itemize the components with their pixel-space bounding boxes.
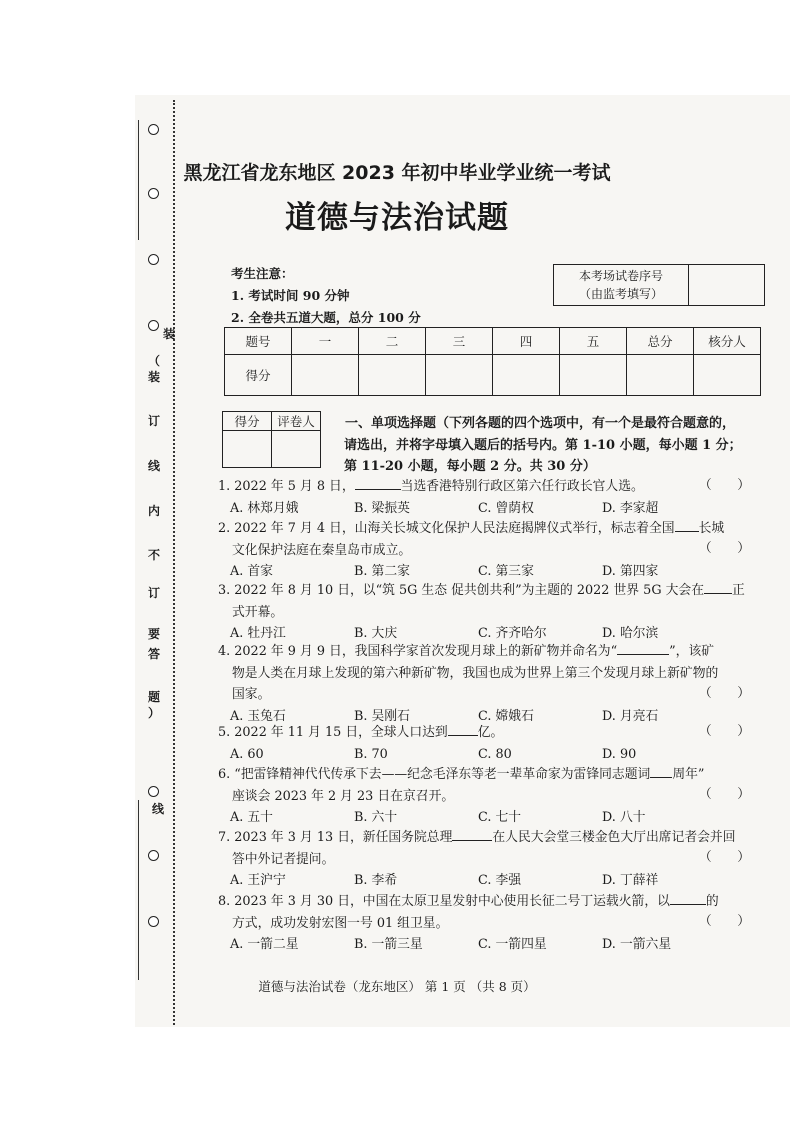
option[interactable]: C. 嫦娥石 [478,708,534,724]
question-stem-cont: 文化保护法庭在秦皇岛市成立。 [232,542,412,558]
option[interactable]: D. 丁薛祥 [602,873,659,888]
answer-blank[interactable] [650,763,672,778]
answer-paren[interactable]: （ ） [698,478,750,493]
option[interactable]: A. 五十 [230,810,273,825]
question-stem-cont: 座谈会 2023 年 2 月 23 日在京召开。 [232,788,455,804]
option[interactable]: A. 林郑月娥 [230,500,299,516]
score-table-header-row [225,328,761,355]
option[interactable]: A. 一箭二星 [230,937,299,952]
score-row-label: 得分 [225,355,292,396]
margin-char: 题 [148,690,161,704]
option[interactable]: D. 90 [602,746,637,762]
grader-name-label: 评卷人 [272,412,321,431]
question-3 [218,579,768,645]
options [218,870,768,892]
question-stem: 当选香港特别行政区第六任行政长官人选。 [400,479,644,494]
binding-hole-icon [148,320,159,331]
options [218,934,768,956]
binding-hole-icon [148,124,159,135]
option[interactable]: D. 哈尔滨 [602,626,659,641]
option[interactable]: C. 曾荫权 [478,500,534,516]
option[interactable]: B. 一箭三星 [354,937,423,952]
answer-blank[interactable] [355,475,401,490]
question-stem-cont: 方式，成功发射宏图一号 01 组卫星。 [232,915,449,931]
score-cell[interactable] [627,355,694,396]
section-heading-line: 请选出，并将字母填入题后的括号内。第 1-10 小题，每小题 1 分； [344,437,742,453]
answer-paren[interactable]: （ ） [698,914,750,929]
option[interactable]: B. 李希 [354,873,398,888]
question-stem-cont: 物是人类在月球上发现的第六种新矿物，我国也成为世界上第三个发现月球上新矿物的 [232,665,719,681]
grader-name-cell[interactable] [272,431,321,468]
score-table [224,327,761,396]
question-stem: 在人民大会堂三楼金色大厅出席记者会并回 [492,830,736,845]
option[interactable]: C. 第三家 [478,564,534,579]
section-heading-line: 第 11-20 小题，每小题 2 分。共 30 分） [344,459,596,474]
margin-char: 要 [148,627,161,641]
grader-score-label: 得分 [223,412,272,431]
question-stem-cont: 国家。 [232,687,271,702]
question-stem: 亿。 [477,725,504,740]
section-heading-line: 一、单项选择题（下列各题的四个选项中，有一个是最符合题意的， [345,416,736,431]
answer-blank[interactable] [617,640,669,655]
question-7 [218,826,768,892]
notice-item: 1. 考试时间 90 分钟 [231,288,350,303]
section-heading [345,413,775,478]
option[interactable]: D. 第四家 [602,564,659,579]
margin-line-bottom [138,800,140,980]
score-header-cell: 总分 [627,328,694,355]
question-stem: 5. 2022 年 11 月 15 日，全球人口达到 [218,725,448,740]
margin-char: ） [148,706,161,720]
seat-number-box [553,264,765,306]
margin-char: 线 [148,459,161,473]
question-stem: 7. 2023 年 3 月 13 日，新任国务院总理 [218,830,453,845]
answer-blank[interactable] [448,721,478,736]
score-header-cell: 一 [292,328,359,355]
binding-hole-icon [148,254,159,265]
question-stem: 长城 [698,521,725,536]
grader-score-cell[interactable] [223,431,272,468]
question-stem: 1. 2022 年 5 月 8 日， [218,479,355,494]
score-header-cell: 题号 [225,328,292,355]
margin-char: 订 [148,414,161,428]
question-stem: 4. 2022 年 9 月 9 日，我国科学家首次发现月球上的新矿物并命名为“ [218,644,618,659]
question-2 [218,517,768,583]
score-cell[interactable] [292,355,359,396]
option[interactable]: B. 吴刚石 [354,708,410,724]
binding-hole-icon [148,916,159,927]
question-1 [218,475,768,519]
option[interactable]: D. 八十 [602,810,646,825]
question-6 [218,763,768,829]
binding-dotted-line [173,100,175,1025]
option[interactable]: A. 玉兔石 [230,708,286,724]
margin-side-char: 线 [152,802,165,816]
option[interactable]: C. 齐齐哈尔 [478,626,547,641]
score-header-cell: 三 [426,328,493,355]
margin-char: 不 [148,548,161,562]
question-stem: 2. 2022 年 7 月 4 日，山海关长城文化保护人民法庭揭牌仪式举行，标志着全国 [218,521,675,536]
score-header-cell: 五 [560,328,627,355]
score-cell[interactable] [694,355,761,396]
option[interactable]: C. 一箭四星 [478,937,547,952]
margin-char: 内 [148,504,161,518]
question-stem: 3. 2022 年 8 月 10 日，以“筑 5G 生态 促共创共利”为主题的 2022 世界 5G 大会在 [218,583,704,598]
question-stem: 周年” [672,767,705,782]
grader-table [222,411,321,468]
option[interactable]: A. 牡丹江 [230,626,286,641]
answer-paren[interactable]: （ ） [698,724,750,739]
option[interactable]: D. 一箭六星 [602,937,672,952]
answer-paren[interactable]: （ ） [698,850,750,865]
question-4 [218,640,768,727]
option[interactable]: B. 六十 [354,810,398,825]
question-stem: 正 [732,583,745,598]
option[interactable]: A. 60 [230,746,264,762]
subject-title: 道德与法治试题 [285,200,509,236]
binding-hole-icon [148,786,159,797]
answer-blank[interactable] [704,579,732,594]
option[interactable]: B. 梁振英 [354,500,410,516]
binding-hole-icon [148,850,159,861]
score-cell[interactable] [426,355,493,396]
options [218,744,768,766]
seat-number-label [554,265,689,305]
option[interactable]: D. 李家超 [602,500,659,516]
option[interactable]: C. 80 [478,746,512,762]
score-cell[interactable] [560,355,627,396]
answer-blank[interactable] [452,826,492,841]
question-5 [218,721,768,765]
score-table-score-row [225,355,761,396]
question-stem-cont: 式开幕。 [232,604,284,620]
margin-char: 订 [148,586,161,600]
question-stem: ”，该矿 [669,644,715,659]
score-cell[interactable] [359,355,426,396]
option[interactable]: B. 大庆 [354,626,398,641]
question-stem-cont: 答中外记者提问。 [232,851,335,867]
score-header-cell: 四 [493,328,560,355]
option[interactable]: A. 王沪宁 [230,873,286,888]
exam-title: 黑龙江省龙东地区 2023 年初中毕业学业统一考试 [183,162,611,184]
candidate-notice [231,263,421,329]
answer-paren[interactable]: （ ） [698,787,750,802]
notice-item: 2. 全卷共五道大题，总分 100 分 [231,310,421,325]
option[interactable]: C. 七十 [478,810,522,825]
answer-blank[interactable] [675,517,699,532]
seat-label-line: （由监考填写） [578,287,663,301]
answer-paren[interactable]: （ ） [698,686,750,701]
answer-paren[interactable]: （ ） [698,541,750,556]
score-cell[interactable] [493,355,560,396]
page-footer: 道德与法治试卷（龙东地区） 第 1 页 （共 8 页） [258,979,536,994]
options [218,498,768,520]
margin-char: 答 [148,647,161,661]
question-8 [218,890,768,956]
seat-number-field[interactable] [689,265,764,305]
question-stem: 6. “把雷锋精神代代传承下去——纪念毛泽东等老一辈革命家为雷锋同志题词 [218,767,651,782]
question-stem: 的 [705,894,719,909]
question-stem: 8. 2023 年 3 月 30 日，中国在太原卫星发射中心使用长征二号丁运载火箭，以 [218,894,670,909]
notice-heading: 考生注意： [231,266,294,281]
margin-char: （ [148,354,161,368]
score-header-cell: 核分人 [694,328,761,355]
seat-label-line: 本考场试卷序号 [578,269,663,283]
answer-blank[interactable] [670,890,706,905]
margin-side-char: 装 [163,327,176,341]
score-header-cell: 二 [359,328,426,355]
option[interactable]: C. 李强 [478,873,522,888]
option[interactable]: B. 第二家 [354,564,410,579]
option[interactable]: B. 70 [354,746,388,762]
option[interactable]: A. 首家 [230,564,273,579]
option[interactable]: D. 月亮石 [602,708,659,724]
margin-char: 装 [148,370,161,384]
